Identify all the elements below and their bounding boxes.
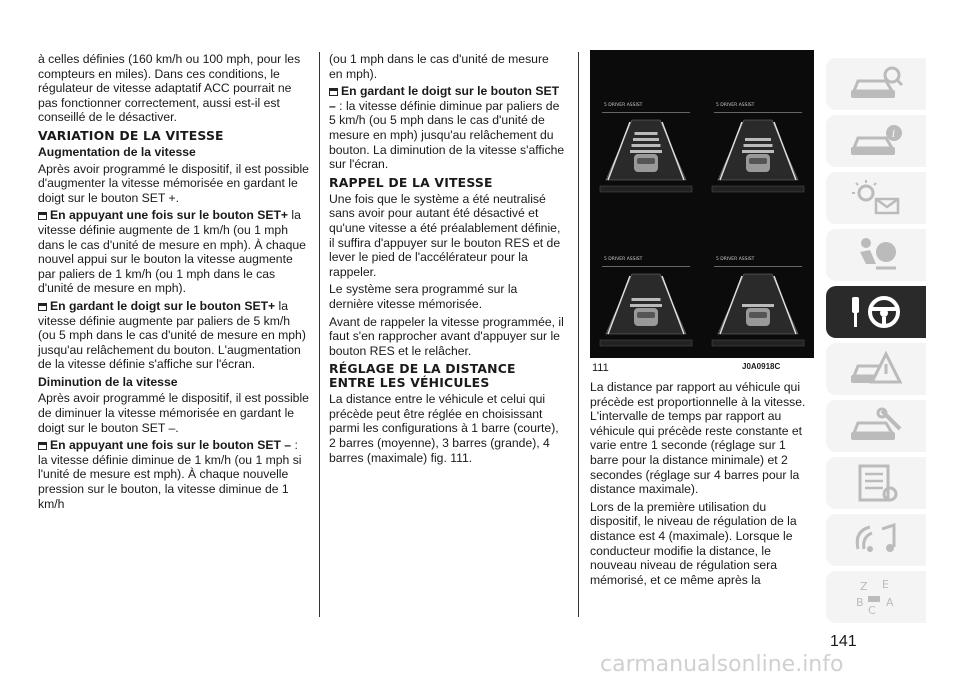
distance-bar [632, 298, 661, 301]
screen-label: 5 DRIVER ASSIST [716, 257, 755, 262]
multimedia-icon [846, 519, 906, 561]
section-heading: VARIATION DE LA VITESSE [38, 127, 224, 143]
car-service-icon [846, 405, 906, 447]
text-column-left [38, 52, 310, 514]
distance-bar [633, 138, 659, 141]
driver-assist-screen [600, 102, 692, 192]
car-window [749, 158, 767, 164]
screen-divider [602, 266, 690, 267]
column-divider [319, 52, 320, 617]
paragraph: La distance entre le véhicule et celui qui précède peut être réglée en choisissant parmi les configurations à 1 barre (courte), 2 barres (moyenne), 3 barres (grande), 4 barres (maximale) fig. 111. [329, 392, 559, 465]
watermark: carmanualsonline.info [600, 652, 844, 677]
paragraph: Après avoir programmé le dispositif, il est possible d'augmenter la vitesse mémorisée en gardant le doigt sur le bouton SET +. [38, 161, 309, 205]
tab-car-search[interactable] [826, 58, 926, 110]
svg-text:A: A [886, 596, 894, 609]
gauge-strip [712, 340, 804, 346]
breakdown-icon [846, 348, 906, 390]
bullet-text: la vitesse définie augmente de 1 km/h (ou 1 mph dans le cas d'unité de mesure en mph). À chaque nouvel appui sur le bouton la vitesse augmente par paliers de 1 km/h (ou 1 mph dans le cas d'unité de mesure en mph). [38, 208, 306, 296]
bullet-item [38, 438, 310, 511]
bullet-label: En appuyant une fois sur le bouton SET+ [50, 208, 289, 223]
tab-warning-lights[interactable] [826, 172, 926, 224]
bullet-item [38, 208, 310, 296]
tab-multimedia[interactable] [826, 514, 926, 566]
bullet-icon [38, 303, 47, 311]
paragraph: Après avoir programmé le dispositif, il est possible de diminuer la vitesse mémorisée en gardant le doigt sur le bouton SET –. [38, 391, 309, 435]
distance-bar [742, 150, 774, 153]
car-search-icon [846, 63, 906, 105]
bullet-item [38, 299, 310, 372]
svg-text:C: C [868, 604, 876, 617]
bullet-icon [38, 212, 47, 220]
bullet-label: En gardant le doigt sur le bouton SET+ [50, 298, 276, 313]
driver-assist-screen [600, 256, 692, 346]
car-window [637, 312, 655, 318]
bullet-icon [329, 88, 338, 96]
tab-index[interactable] [826, 571, 926, 623]
driver-assist-screen [712, 102, 804, 192]
screen-divider [714, 266, 802, 267]
bullet-item [329, 84, 565, 172]
svg-text:Z: Z [860, 580, 868, 593]
car-window [749, 312, 767, 318]
distance-bar [630, 150, 662, 153]
screen-label: 5 DRIVER ASSIST [716, 103, 755, 108]
page-number: 141 [830, 633, 857, 650]
paragraph: Une fois que le système a été neutralisé sans avoir pour autant été désactivé et qu'une vitesse a été préalablement définie, il suffira d'appuyer sur le bouton RES et de lever le pied de l'accélérateur pour la rappeler. [329, 191, 561, 279]
figure-driver-assist-displays [590, 50, 814, 358]
paragraph: Lors de la première utilisation du dispositif, le niveau de régulation de la distance est 4 (maximale). Lorsque le conducteur modifie la distance, le nouveau niveau de régulation sera mémorisé, et ce même après la [590, 499, 797, 587]
bullet-label: En appuyant une fois sur le bouton SET – [50, 438, 292, 453]
screen-divider [602, 112, 690, 113]
distance-bar [745, 138, 771, 141]
tab-key-steering-wheel-active[interactable] [826, 286, 926, 338]
key-steering-wheel-icon [846, 291, 906, 333]
tab-car-service[interactable] [826, 400, 926, 452]
distance-bar [635, 132, 658, 135]
svg-text:i: i [892, 129, 896, 140]
distance-bar [742, 304, 774, 307]
distance-bar [632, 144, 661, 147]
specifications-icon [846, 462, 906, 504]
section-heading: RÉGLAGE DE LA DISTANCE ENTRE LES VÉHICULES [329, 361, 516, 391]
airbag-icon [846, 234, 906, 276]
paragraph: (ou 1 mph dans le cas d'unité de mesure en mph). [329, 52, 549, 81]
subsection-heading: Diminution de la vitesse [38, 374, 178, 389]
car-window [637, 158, 655, 164]
svg-text:B: B [856, 596, 864, 609]
text-column-middle [329, 52, 565, 468]
paragraph: Le système sera programmé sur la dernière vitesse mémorisée. [329, 282, 518, 311]
tab-car-info[interactable] [826, 115, 926, 167]
bullet-label: En gardant le doigt sur le bouton SET – [329, 84, 560, 113]
figure-number: 111 [592, 362, 609, 374]
bullet-text: la vitesse définie augmente par paliers de 5 km/h (ou 5 mph dans le cas d'unité de mesure en mph) jusqu'au relâchement du bouton. L'augmentation de la vitesse définie s'affiche sur l'écran. [38, 298, 306, 372]
section-heading: RAPPEL DE LA VITESSE [329, 174, 493, 190]
paragraph: Avant de rappeler la vitesse programmée, il faut s'en rapprocher avant d'appuyer sur le bouton RES et le relâcher. [329, 314, 564, 358]
figure-illustration [590, 50, 814, 358]
car-info-icon [846, 120, 906, 162]
gauge-strip [600, 186, 692, 192]
text-column-right [590, 380, 816, 590]
index-icon [846, 576, 906, 618]
screen-label: 5 DRIVER ASSIST [604, 257, 643, 262]
warning-lights-icon [846, 177, 906, 219]
gauge-strip [600, 340, 692, 346]
tab-specifications[interactable] [826, 457, 926, 509]
column-divider [578, 52, 579, 617]
distance-bar [744, 144, 773, 147]
distance-bar [630, 304, 662, 307]
svg-text:E: E [882, 578, 889, 591]
paragraph: La distance par rapport au véhicule qui précède est proportionnelle à la vitesse. L'intervalle de temps par rapport au véhicule qui précède reste constante et varie entre 1 seconde (réglage sur 1 barre pour la distance minimale) et 2 secondes (réglage sur 4 barres pour la distance maximale). [590, 380, 806, 497]
tab-airbag[interactable] [826, 229, 926, 281]
screen-label: 5 DRIVER ASSIST [604, 103, 643, 108]
screen-divider [714, 112, 802, 113]
subsection-heading: Augmentation de la vitesse [38, 144, 196, 159]
bullet-text: : la vitesse définie diminue par paliers de 5 km/h (ou 5 mph dans le cas d'unité de mesure en mph) jusqu'au relâchement du bouton. La diminution de la vitesse s'affiche sur l'écran. [329, 98, 565, 172]
chapter-tabs [826, 58, 926, 628]
bullet-text: : la vitesse définie diminue de 1 km/h (ou 1 mph si l'unité de mesure est mph). À chaque nouvelle pression sur le bouton, la vitesse diminue de 1 km/h [38, 438, 302, 511]
tab-breakdown[interactable] [826, 343, 926, 395]
bullet-icon [38, 442, 47, 450]
gauge-strip [712, 186, 804, 192]
driver-assist-screen [712, 256, 804, 346]
paragraph: à celles définies (160 km/h ou 100 mph, pour les compteurs en miles). Dans ces conditions, le régulateur de vitesse adaptatif ACC pourrait ne pas fonctionner correctement, aussi est-il est conseillé de le désactiver. [38, 52, 301, 125]
figure-reference: J0A0918C [742, 362, 781, 371]
